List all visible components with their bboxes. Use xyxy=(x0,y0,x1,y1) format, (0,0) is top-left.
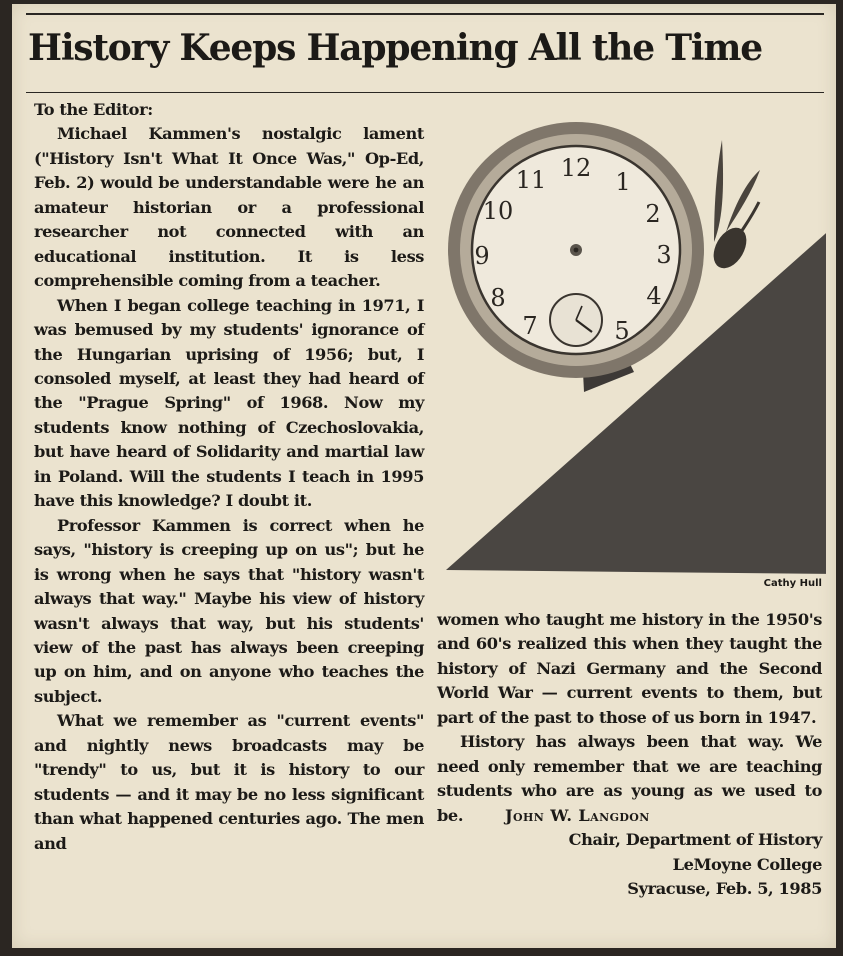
author-place-date: Syracuse, Feb. 5, 1985 xyxy=(627,878,822,898)
clock-numeral: 3 xyxy=(656,241,672,269)
right-column xyxy=(437,608,822,901)
author-institution: LeMoyne College xyxy=(672,854,822,874)
illustration-credit: Cathy Hull xyxy=(763,578,822,589)
author-title: Chair, Department of History xyxy=(568,830,822,850)
newspaper-clipping xyxy=(12,4,836,948)
clock-numeral: 11 xyxy=(515,166,547,194)
clock-numeral: 8 xyxy=(490,284,506,312)
greeting: To the Editor: xyxy=(34,100,153,119)
clock-numeral: 4 xyxy=(646,282,662,310)
clock-numeral: 1 xyxy=(615,168,631,196)
top-rule xyxy=(26,13,824,15)
paragraph: When I began college teaching in 1971, I was bemused by my students' ignorance of the Hungarian uprising of 1956; but, I consoled myself, at least they had heard of the "Prague Spring" of 1968. Now my students know nothing of Czechoslovakia, but have heard of Solidarity and martial law in Poland. Will the students I teach in 1995 have this knowledge? I doubt it. xyxy=(34,295,424,511)
quill-icon xyxy=(707,140,760,274)
pocket-watch-on-slope-icon xyxy=(434,122,826,574)
clock-numeral: 10 xyxy=(482,197,514,225)
paragraph: Michael Kammen's nostalgic lament ("History Isn't What It Once Was," Op-Ed, Feb. 2) would be understandable were he an amateur historian or a professional researcher not connected with an educational institution. It is less comprehensible coming from a teacher. xyxy=(34,124,424,291)
paragraph: Professor Kammen is correct when he says, "history is creeping up on us"; but he is wrong when he says that "history wasn't always that way." Maybe his view of history wasn't always that way, but his students' view of the past has always been creeping up on him, and on anyone who teaches the subject. xyxy=(34,515,424,706)
clock-numeral: 12 xyxy=(560,154,592,182)
clock-numeral: 9 xyxy=(474,242,490,270)
headline: History Keeps Happening All the Time xyxy=(28,27,762,69)
clock-numeral: 5 xyxy=(614,317,630,345)
paragraph xyxy=(437,730,822,828)
headline-rule xyxy=(26,92,824,93)
paragraph-text: History has always been that way. We need only remember that we are teaching students who are as young as we used to be. xyxy=(437,732,822,825)
author-name: John W. Langdon xyxy=(504,805,650,825)
clock-icon xyxy=(448,122,704,378)
paragraph: What we remember as "current events" and nightly news broadcasts may be "trendy" to us, but it is history to our students — and it may be no less significant than what happened centuries ago. The men and xyxy=(34,711,424,853)
paragraph: women who taught me history in the 1950's and 60's realized this when they taught the history of Nazi Germany and the Second World War — current events to them, but part of the past to those of us born in 1947. xyxy=(437,610,822,727)
clock-numeral: 2 xyxy=(645,200,661,228)
left-column xyxy=(34,98,424,856)
clock-numeral: 7 xyxy=(522,312,538,340)
